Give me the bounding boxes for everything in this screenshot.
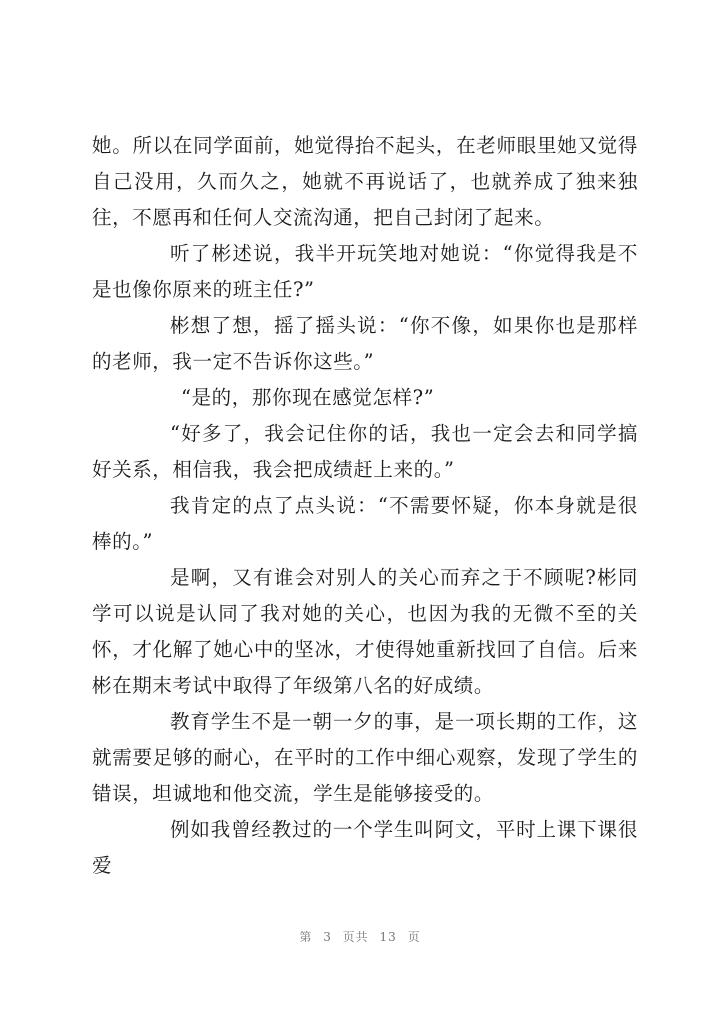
footer-suffix: 页 (407, 930, 421, 944)
paragraph-continuation: 她。所以在同学面前，她觉得抬不起头，在老师眼里她又觉得自己没用，久而久之，她就不再说话了，也就养成了独来独往，不愿再和任何人交流沟通，把自己封闭了起来。 (92, 134, 638, 229)
paragraph: 教育学生不是一朝一夕的事，是一项长期的工作，这就需要足够的耐心，在平时的工作中细心观察，发现了学生的错误，坦诚地和他交流，学生是能够接受的。 (92, 710, 638, 805)
paragraph: “好多了，我会记住你的话，我也一定会去和同学搞好关系，相信我，我会把成绩赶上来的。” (92, 422, 638, 481)
paragraph: “是的，那你现在感觉怎样?” (181, 386, 435, 409)
footer-total-pages: 13 (379, 930, 397, 944)
footer-current-page: 3 (323, 930, 332, 944)
footer-middle: 页共 (342, 930, 369, 944)
paragraph: 是啊，又有谁会对别人的关心而弃之于不顾呢?彬同学可以说是认同了我对她的关心，也因为我的无微不至的关怀，才化解了她心中的坚冰，才使得她重新找回了自信。后来彬在期末考试中取得了年级第八名的好成绩。 (92, 566, 638, 697)
body-text (92, 128, 638, 884)
paragraph: 例如我曾经教过的一个学生叫阿文，平时上课下课很爱 (92, 818, 638, 877)
page-footer (0, 928, 720, 945)
paragraph: 彬想了想，摇了摇头说：“你不像，如果你也是那样的老师，我一定不告诉你这些。” (92, 314, 638, 373)
paragraph: 我肯定的点了点头说：“不需要怀疑，你本身就是很棒的。” (92, 494, 638, 553)
footer-prefix: 第 (299, 930, 313, 944)
paragraph: 听了彬述说，我半开玩笑地对她说：“你觉得我是不是也像你原来的班主任?” (92, 242, 638, 301)
